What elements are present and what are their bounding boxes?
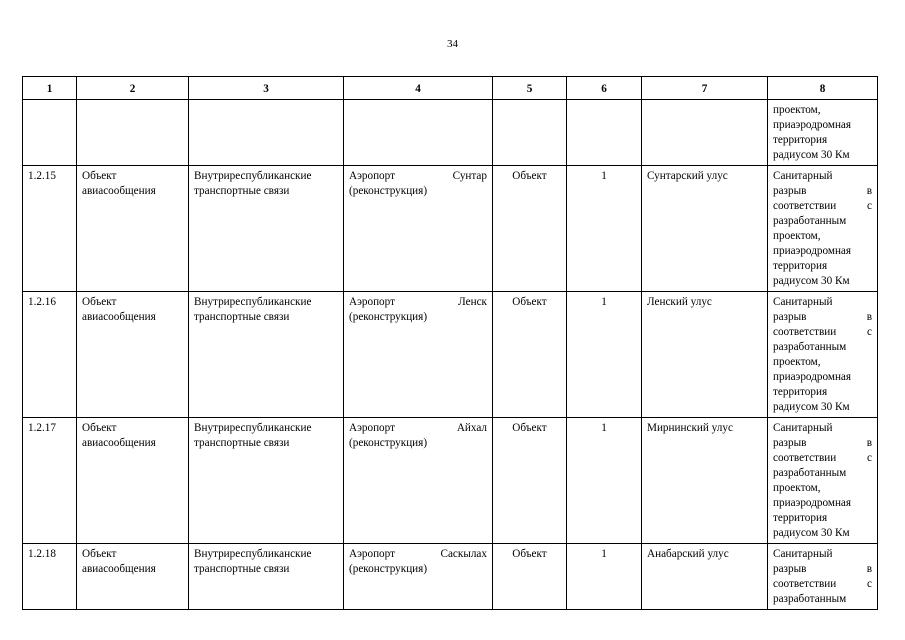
object-type-cell [77,418,189,544]
page-number: 34 [447,38,458,50]
zone-line: разработанным [773,341,847,353]
object-type-cell [77,292,189,418]
zone-word: в [866,185,872,197]
zone-line: Санитарный [773,548,833,560]
location-cell: Мирнинский улус [642,418,768,544]
header-cell-7: 7 [642,77,768,100]
object-name-word: Аэропорт [349,170,395,182]
zone-word: с [867,578,872,590]
header-cell-5: 5 [493,77,567,100]
header-cell-4: 4 [344,77,493,100]
zone-line: Санитарный [773,422,833,434]
object-name-note: (реконструкция) [349,437,428,449]
zone-line: радиусом 30 Км [773,401,850,413]
zone-word: в [866,563,872,575]
purpose-line: Внутриреспубликанские [194,548,312,560]
zone-line: приаэродромная [773,245,852,257]
zone-line: проектом, [773,104,821,116]
zone-cell [768,292,878,418]
zone-line: разработанным [773,467,847,479]
zone-cell [768,418,878,544]
zone-word: соответствии [773,452,837,464]
unit-cell: Объект [493,166,567,292]
purpose-line: Внутриреспубликанские [194,170,312,182]
zone-word: в [866,311,872,323]
purpose-line: транспортные связи [194,563,290,575]
purpose-line: Внутриреспубликанские [194,296,312,308]
object-name-word: Аэропорт [349,548,395,560]
table-row [23,544,878,610]
object-type-line: Объект [82,548,117,560]
zone-line: Санитарный [773,296,833,308]
zone-line: проектом, [773,230,821,242]
table-cell [642,100,768,166]
unit-cell: Объект [493,544,567,610]
zone-line: радиусом 30 Км [773,527,850,539]
object-type-line: Объект [82,170,117,182]
object-name-note: (реконструкция) [349,185,428,197]
quantity-cell: 1 [567,166,642,292]
zone-line: территория [773,260,828,272]
object-name-word: Аэропорт [349,422,395,434]
zone-line: разработанным [773,215,847,227]
table-cell [567,100,642,166]
header-cell-3: 3 [189,77,344,100]
table-cell [23,100,77,166]
zone-line: приаэродромная [773,497,852,509]
purpose-cell [189,418,344,544]
zone-word: разрыв [773,185,807,197]
object-type-line: авиасообщения [82,437,156,449]
object-type-line: авиасообщения [82,311,156,323]
location-cell: Ленский улус [642,292,768,418]
table-row [23,418,878,544]
object-type-line: Объект [82,296,117,308]
object-name-note: (реконструкция) [349,563,428,575]
zone-word: с [867,452,872,464]
purpose-cell [189,544,344,610]
purpose-cell [189,292,344,418]
zone-cell [768,166,878,292]
quantity-cell: 1 [567,292,642,418]
object-name-cell [344,544,493,610]
row-number: 1.2.18 [23,544,77,610]
object-name-word: Саскылах [440,548,487,560]
object-name-word: Айхал [456,422,487,434]
zone-word: разрыв [773,437,807,449]
zone-word: разрыв [773,311,807,323]
purpose-line: транспортные связи [194,185,290,197]
table-cell [189,100,344,166]
object-name-word: Аэропорт [349,296,395,308]
table-cell [493,100,567,166]
row-number: 1.2.15 [23,166,77,292]
purpose-line: транспортные связи [194,311,290,323]
object-type-line: авиасообщения [82,185,156,197]
zone-word: с [867,200,872,212]
header-row [23,77,878,100]
quantity-cell: 1 [567,418,642,544]
zone-line: территория [773,386,828,398]
zone-word: соответствии [773,326,837,338]
object-name-word: Ленск [458,296,487,308]
zone-line: Санитарный [773,170,833,182]
row-number: 1.2.16 [23,292,77,418]
zone-line: разработанным [773,593,847,605]
zone-line: проектом, [773,482,821,494]
object-name-cell [344,166,493,292]
object-name-word: Сунтар [452,170,487,182]
header-cell-6: 6 [567,77,642,100]
zone-cell [768,544,878,610]
object-type-line: авиасообщения [82,563,156,575]
zone-line: проектом, [773,356,821,368]
purpose-cell [189,166,344,292]
table-row [23,166,878,292]
zone-line: приаэродромная [773,371,852,383]
object-type-cell [77,166,189,292]
zone-line: приаэродромная [773,119,852,131]
zone-word: соответствии [773,200,837,212]
header-cell-2: 2 [77,77,189,100]
zone-line: территория [773,134,828,146]
zone-line: радиусом 30 Км [773,149,850,161]
purpose-line: Внутриреспубликанские [194,422,312,434]
table-row [23,292,878,418]
row-number: 1.2.17 [23,418,77,544]
location-cell: Анабарский улус [642,544,768,610]
unit-cell: Объект [493,292,567,418]
object-type-cell [77,544,189,610]
header-cell-8: 8 [768,77,878,100]
zone-word: соответствии [773,578,837,590]
table-cell [344,100,493,166]
object-name-cell [344,292,493,418]
object-name-cell [344,418,493,544]
quantity-cell: 1 [567,544,642,610]
purpose-line: транспортные связи [194,437,290,449]
zone-line: территория [773,512,828,524]
zone-word: разрыв [773,563,807,575]
table-cell [77,100,189,166]
zone-word: в [866,437,872,449]
zone-word: с [867,326,872,338]
object-name-note: (реконструкция) [349,311,428,323]
continuation-zone-cell [768,100,878,166]
objects-table [22,76,878,610]
header-cell-1: 1 [23,77,77,100]
unit-cell: Объект [493,418,567,544]
continuation-row [23,100,878,166]
location-cell: Сунтарский улус [642,166,768,292]
zone-line: радиусом 30 Км [773,275,850,287]
object-type-line: Объект [82,422,117,434]
